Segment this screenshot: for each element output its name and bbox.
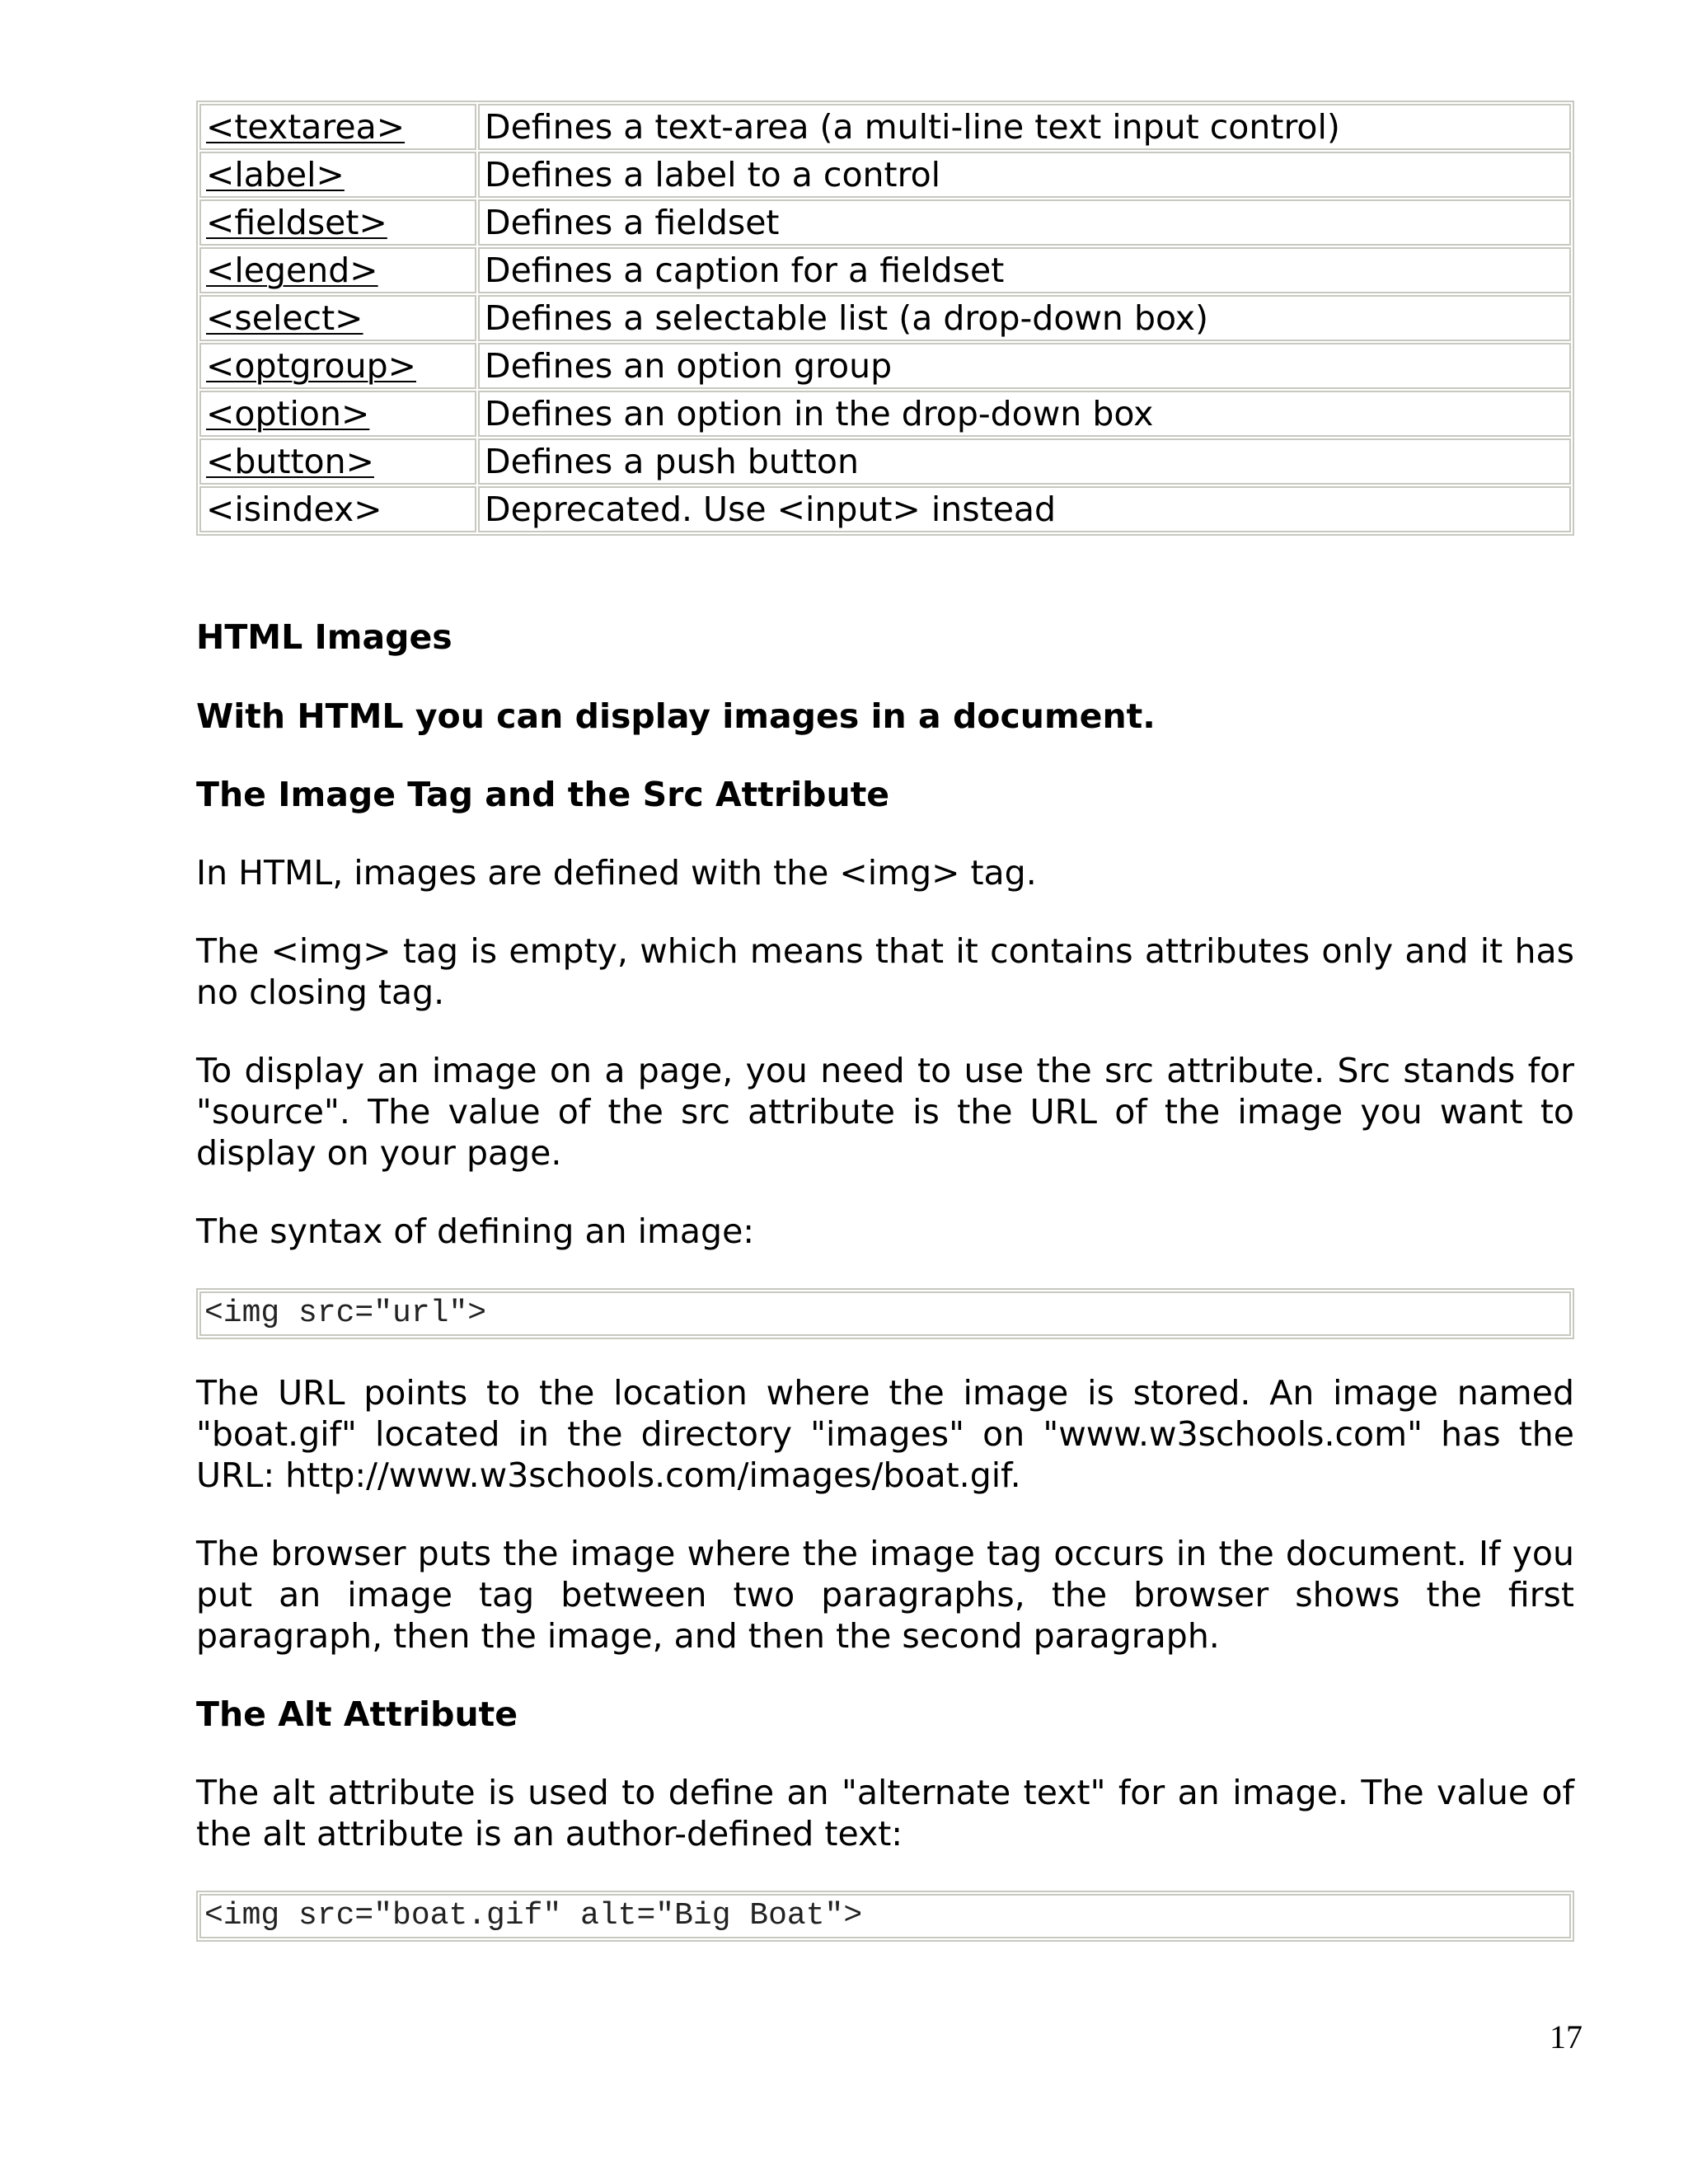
tag-link-legend[interactable]: <legend> xyxy=(206,251,378,290)
tag-reference-table xyxy=(196,101,1574,536)
tag-description: Defines a text-area (a multi-line text input control) xyxy=(478,104,1571,150)
table-row xyxy=(199,391,1571,437)
table-row xyxy=(199,247,1571,293)
code-example-img-alt: <img src="boat.gif" alt="Big Boat"> xyxy=(196,1891,1574,1942)
table-row xyxy=(199,486,1571,532)
tag-link-textarea[interactable]: <textarea> xyxy=(206,107,406,147)
tag-link-label[interactable]: <label> xyxy=(206,155,345,194)
tag-description: Defines a push button xyxy=(478,438,1571,485)
tag-description: Defines a caption for a fieldset xyxy=(478,247,1571,293)
tag-link-button[interactable]: <button> xyxy=(206,442,374,481)
paragraph: The browser puts the image where the image tag occurs in the document. If you put an image tag between two paragraphs, the browser shows the first paragraph, then the image, and then the second paragraph. xyxy=(196,1534,1574,1656)
paragraph: The <img> tag is empty, which means that it contains attributes only and it has no closing tag. xyxy=(196,931,1574,1012)
tag-description: Defines a label to a control xyxy=(478,152,1571,198)
tag-link-optgroup[interactable]: <optgroup> xyxy=(206,346,416,386)
table-row xyxy=(199,438,1571,485)
tag-description: Defines a fieldset xyxy=(478,199,1571,246)
tag-description: Deprecated. Use <input> instead xyxy=(478,486,1571,532)
tag-description: Defines an option in the drop-down box xyxy=(478,391,1571,437)
paragraph: In HTML, images are defined with the <img> tag. xyxy=(196,853,1037,893)
subheading-alt-attribute: The Alt Attribute xyxy=(196,1694,518,1734)
table-row xyxy=(199,152,1571,198)
subheading-image-tag: The Image Tag and the Src Attribute xyxy=(196,775,890,814)
table-row xyxy=(199,295,1571,341)
paragraph: The syntax of defining an image: xyxy=(196,1212,755,1251)
page-number: 17 xyxy=(1550,2018,1582,2055)
paragraph: The alt attribute is used to define an "alternate text" for an image. The value of the alt attribute is an author-defined text: xyxy=(196,1773,1574,1854)
paragraph: The URL points to the location where the image is stored. An image named "boat.gif" located in the directory "images" on "www.w3schools.com" has the URL: http://www.w3schools.com/images/boat.gif. xyxy=(196,1373,1574,1495)
tag-link-option[interactable]: <option> xyxy=(206,394,370,434)
tag-link-fieldset[interactable]: <fieldset> xyxy=(206,203,387,242)
tag-description: Defines an option group xyxy=(478,343,1571,389)
table-row xyxy=(199,343,1571,389)
page-content xyxy=(196,101,1574,1942)
section-title: HTML Images xyxy=(196,617,452,657)
tag-name-isindex: <isindex> xyxy=(199,486,476,532)
tag-description: Defines a selectable list (a drop-down box) xyxy=(478,295,1571,341)
code-example-img-src: <img src="url"> xyxy=(196,1288,1574,1339)
table-row xyxy=(199,104,1571,150)
section-intro: With HTML you can display images in a document. xyxy=(196,696,1156,736)
table-row xyxy=(199,199,1571,246)
tag-link-select[interactable]: <select> xyxy=(206,298,363,338)
paragraph: To display an image on a page, you need to use the src attribute. Src stands for "source". The value of the src attribute is the URL of the image you want to display on your page. xyxy=(196,1051,1574,1173)
